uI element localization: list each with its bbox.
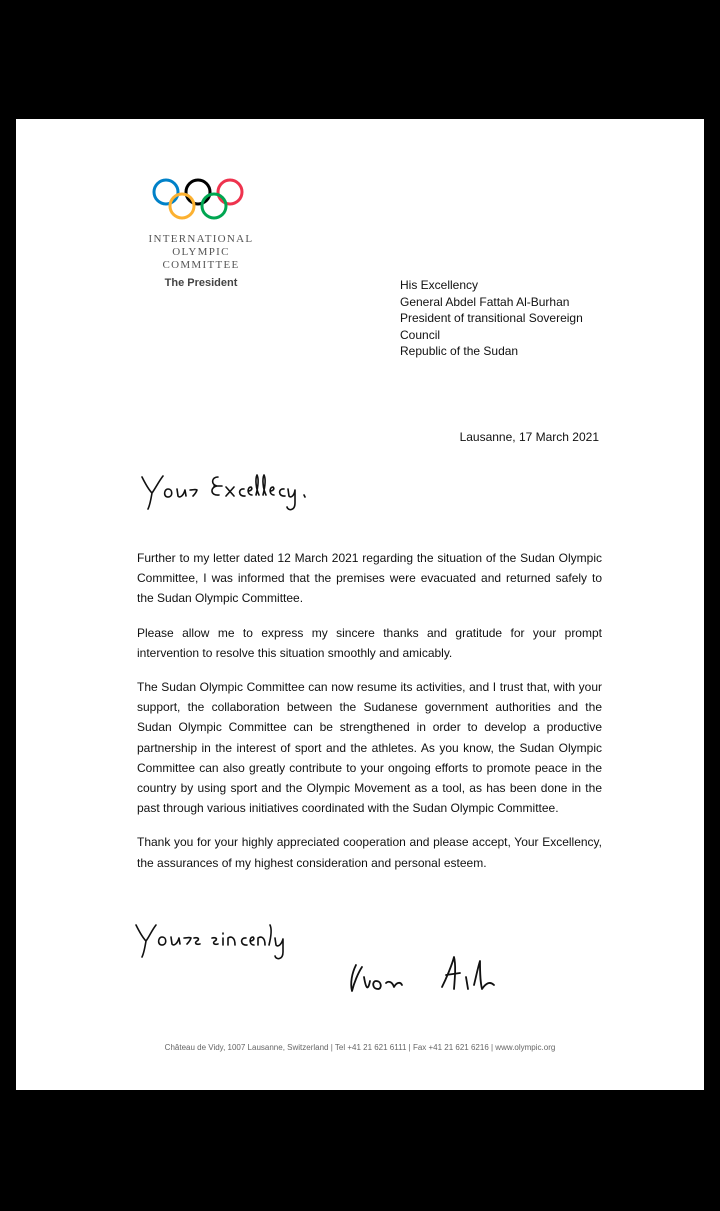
recipient-line: General Abdel Fattah Al-Burhan: [400, 294, 570, 309]
ring-black: [186, 180, 210, 204]
ring-yellow: [170, 194, 194, 218]
recipient-line: President of transitional Sovereign: [400, 311, 583, 325]
letter-page: [16, 119, 704, 1090]
ring-blue: [154, 180, 178, 204]
letter-date: Lausanne, 17 March 2021: [459, 430, 599, 444]
body-paragraph: The Sudan Olympic Committee can now resume its activities, and I trust that, with your support, the collaboration between the Sudanese government authorities and the Sudan Olympic Committee can be strengthened in order to develop a productive partnership in the interest of sport and the athletes. As you know, the Sudan Olympic Committee can also greatly contribute to your ongoing efforts to promote peace in the country by using sport and the Olympic Movement as a tool, as has been done in the past through various initiatives coordinated with the Sudan Olympic Committee.: [137, 680, 602, 816]
org-name-line: INTERNATIONAL: [148, 233, 254, 245]
recipient-address: [400, 277, 630, 360]
handwritten-salutation: [138, 469, 368, 519]
handwritten-signature: [342, 947, 542, 1007]
letter-footer: Château de Vidy, 1007 Lausanne, Switzerland | Tel +41 21 621 6111 | Fax +41 21 621 6216 | www.olympic.org: [164, 1043, 556, 1052]
sender-title: The President: [164, 277, 238, 289]
recipient-line: His Excellency: [400, 278, 479, 292]
recipient-line: Council: [400, 327, 441, 342]
organization-name: [136, 233, 266, 272]
org-name-line: OLYMPIC: [172, 246, 230, 258]
body-paragraph: Thank you for your highly appreciated cooperation and please accept, Your Excellency, the assurances of my highest consideration and personal esteem.: [137, 835, 602, 870]
handwritten-closing: [132, 919, 332, 969]
body-paragraph: Please allow me to express my sincere thanks and gratitude for your prompt intervention to resolve this situation smoothly and amicably.: [137, 625, 602, 660]
org-name-line: COMMITTEE: [162, 259, 240, 271]
body-paragraph: Further to my letter dated 12 March 2021 regarding the situation of the Sudan Olympic Committee, I was informed that the premises were evacuated and returned safely to the Sudan Olympic Committee.: [137, 551, 602, 606]
ring-red: [218, 180, 242, 204]
ring-green: [202, 194, 226, 218]
letter-body: [137, 548, 602, 887]
recipient-line: Republic of the Sudan: [400, 344, 519, 358]
olympic-rings-logo: [150, 177, 246, 223]
